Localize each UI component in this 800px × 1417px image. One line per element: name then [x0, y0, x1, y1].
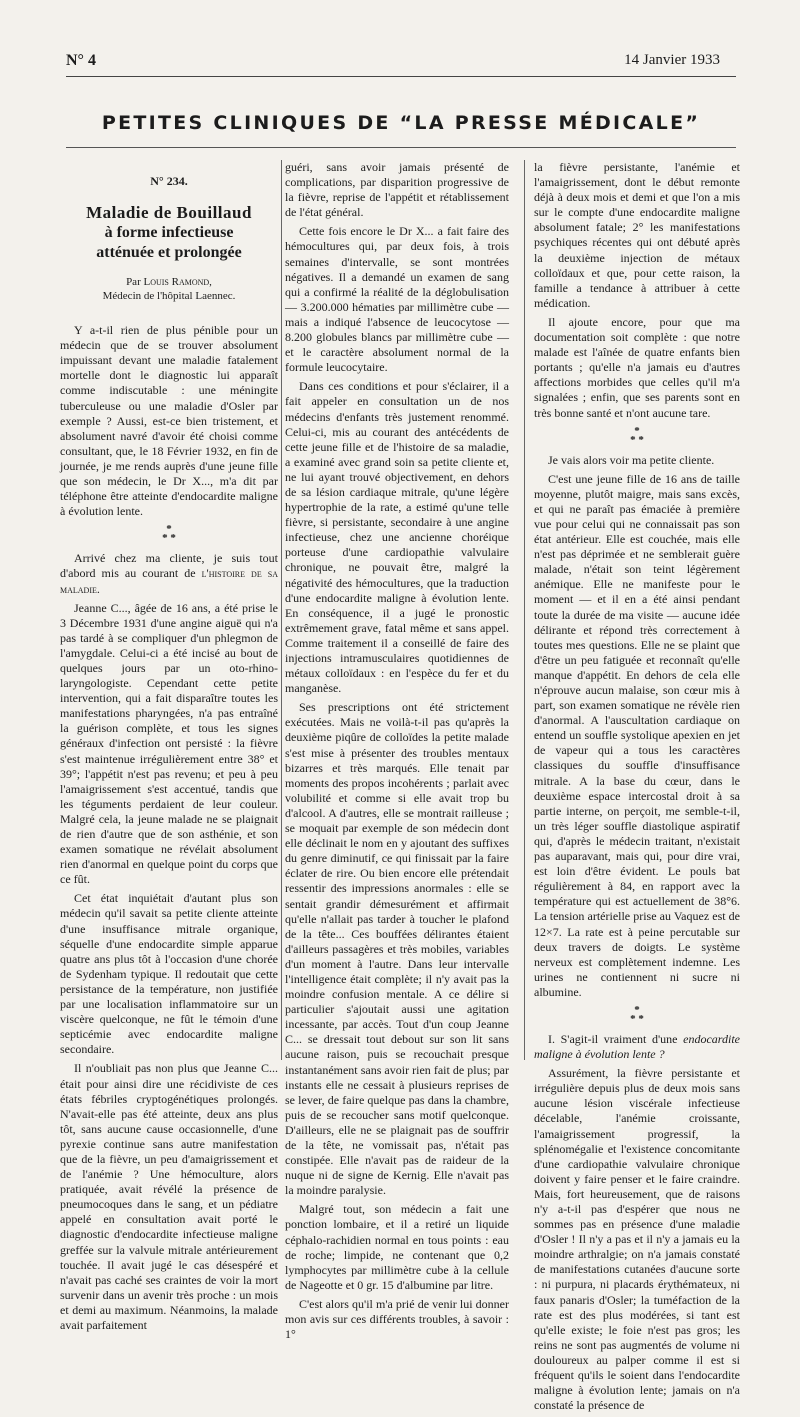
author-name: Louis Ramond,: [143, 276, 212, 289]
paragraph: Y a-t-il rien de plus pénible pour un médecin que de se trouver absolument impuissant devant une maladie fatalement mortelle dont le diagnostic lui apparaît comme indiscutable : une méningite tuberculeuse ou une maladie d'Osler par exemple ? Aussi, est-ce bien tristement, et absolument navré d'avoir été choisi comme consultant, que, le 18 Février 1932, en fin de journée, je me rends auprès d'une jeune fille que son médecin, le Dr X..., m'a dit par téléphone être atteinte d'endocardite maligne à évolution lente.: [60, 323, 278, 519]
paragraph: I. S'agit-il vraiment d'une endocardite maligne à évolution lente ?: [534, 1031, 740, 1062]
paragraph: Il ajoute encore, pour que ma documentation soit complète : que notre malade est l'aînée de quatre enfants bien portants ; qu'elle n'a jamais eu d'autres affections morbides que celles qu'il m'a signalées ; enfin, que ses parents sont en très bonne santé et n'ont aucune tare.: [534, 314, 740, 420]
paragraph: guéri, sans avoir jamais présenté de complications, par disparition progressive de la fièvre, reprise de l'appétit et rétablissement de l'état général.: [285, 160, 509, 220]
paragraph: Malgré tout, son médecin a fait une ponction lombaire, et il a retiré un liquide céphalo-rachidien normal en tous points : eau de roche; limpide, ne contenant que 0,2 lymphocytes par millimètre cube à la cellule de Nageotte et 0 gr. 15 d'albumine par litre.: [285, 1202, 509, 1292]
author-role: Médecin de l'hôpital Laennec.: [102, 290, 236, 303]
paragraph: Ses prescriptions ont été strictement exécutées. Mais ne voilà-t-il pas qu'après la deuxième piqûre de colloïdes la petite malade s'est mise à présenter des troubles mentaux bizarres et très marqués. Elle tenait par moments des propos incohérents ; parlait avec volubilité et comme si elle avait trop bu d'alcool. A d'autres, elle se montrait railleuse ; se moquait par exemple de son médecin dont elle déclinait le nom en y ajoutant des suffixes du genre diminutif, ce qui finissait par la faire éclater de rire. Ou bien encore elle prétendait ressentir des impressions anormales : elle se sentait grandir démesurément et affirmait qu'elle n'allait pas tarder à toucher le plafond de la tête... Ces bouffées délirantes étaient d'ailleurs passagères et très mobiles, variables d'un moment à l'autre. Dans leur intervalle l'intelligence était complète; il n'y avait pas la moindre confusion mentale. A ce délire si particulier s'ajoutait aussi une agitation incessante, par accès. Tout d'un coup Jeanne C... se dressait tout debout sur son lit sans aucune raison, puis se recouchait presque instantanément sans avoir rien fait de plus; par instants elle ne cessait à plusieurs reprises de se lever, de faire quelque pas dans la chambre, puis de se recoucher sans motif quelconque. D'ailleurs, elle ne se plaignait pas de souffrir de la tête, ne vomissait pas, n'était pas constipée. Elle n'avait pas de raideur de la nuque ni de signe de Kernig. Elle n'avait pas la moindre paralysie.: [285, 700, 509, 1198]
header-rule: [66, 76, 736, 77]
article-title-line: atténuée et prolongée: [96, 244, 242, 262]
section-separator: * * *: [630, 424, 644, 446]
column-1: [60, 160, 278, 1337]
paragraph: Dans ces conditions et pour s'éclairer, il a fait appeler en consultation un de nos médecins d'enfants très justement renommé. Celui-ci, mis au courant des antécédents de cette jeune fille et de l'histoire de sa maladie, a examiné avec grand soin sa petite cliente et, ne lui ayant trouvé objectivement, en dehors de sa lésion cardiaque mitrale, qu'une légère hypertrophie de la rate, a estimé qu'une telle fièvre, si persistante, secondaire à une angine infectieuse, chez une ancienne choréique porteuse d'une cardiopathie valvulaire chronique, ne pouvait être, malgré la négativité des hémocultures, que la traduction d'une endocardite maligne à évolution lente. En conséquence, il a jugé le pronostic extrêmement grave, fatal même et sans appel. Comme traitement il a conseillé de faire des injections intramusculaires quotidiennes de métaux colloïdaux : en l'espèce du fer et du manganèse.: [285, 379, 509, 696]
paragraph: C'est alors qu'il m'a prié de venir lui donner mon avis sur ces différents troubles, à savoir : 1°: [285, 1296, 509, 1342]
article-author: [60, 275, 278, 303]
article-title-line: Maladie de Bouillaud: [86, 203, 252, 223]
paragraph: Assurément, la fièvre persistante et irrégulière depuis plus de deux mois sans aucune lésion viscérale infectieuse décelable, l'anémie croissante, l'amaigrissement progressif, la splénomégalie et l'existence concomitante d'une cardiopathie valvulaire chronique doivent y faire penser et le faire craindre. Mais, fort heureusement, que de raisons n'y a-t-il pas d'espérer que nous ne sommes pas en présence d'une maladie d'Osler ! Il n'y a pas et il n'y a jamais eu la moindre arthralgie; on n'a jamais constaté de manifestations cutanées d'aucune sorte : ni purpura, ni placards érythémateux, ni faux panaris d'Osler; la tuméfaction de la rate est des plus modérées, si tant est qu'elle existe; le foie n'est pas gros; les reins ne sont pas augmentés de volume ni douloureux au palper comme il est si fréquent qu'ils le soient dans l'endocardite maligne à évolution lente; jamais on n'a constaté la présence de: [534, 1066, 740, 1413]
paragraph: Arrivé chez ma cliente, je suis tout d'abord mis au courant de l'histoire de sa maladie.: [60, 551, 278, 596]
paragraph: la fièvre persistante, l'anémie et l'amaigrissement, dont le début remonte déjà à deux mois et demi et que l'on a mis sur le compte d'une endocardite maligne absolument fatale; 2° les manifestations psychiques récentes qui ont débuté après la deuxième injection de métaux colloïdaux et que, pour cette raison, la famille a tendance à attribuer à cette médication.: [534, 160, 740, 310]
paragraph: Je vais alors voir ma petite cliente.: [548, 452, 715, 467]
issue-date: 14 Janvier 1933: [624, 52, 720, 68]
article-title-line: à forme infectieuse: [104, 224, 234, 242]
paragraph: C'est une jeune fille de 16 ans de taille moyenne, plutôt maigre, mais sans excès, et qui ne paraît pas émaciée à première vue pour celui qui ne connaissait pas son état antérieur. Elle est couchée, mais elle n'est pas déprimée et ne semblerait guère malade, n'était son teint légèrement anémique. Elle ne manifeste pour le moment — et il en a été ainsi pendant toute la durée de ma visite — aucune idée délirante et répond très correctement à toutes mes questions. Elle ne se plaint que d'être un peu fatiguée et reconnaît qu'elle manque d'appétit. En dehors de cela elle n'éprouve aucun malaise, son cœur mis à part, son examen somatique ne révèle rien d'anormal. A l'auscultation cardiaque on entend un souffle systolique apexien en jet de vapeur qui a tous les caractères classiques du souffle d'insuffisance mitrale. A la base du cœur, dans le deuxième espace intercostal droit à sa partie interne, on perçoit, me semble-t-il, un très léger souffle diastolique aspiratif qui, d'après le médecin traitant, n'existait pas auparavant, mais qui, pour dire vrai, est loin d'être évident. Le pouls bat régulièrement à 84, en rapport avec la température qui est actuellement de 38°6. La tension artérielle prise au Vaquez est de 12×7. La rate est à peine percutable sur deux travers de doigts. Le système nerveux est complètement indemne. Les urines ne contiennent ni sucre ni albumine.: [534, 471, 740, 999]
section-separator: * * *: [630, 1003, 644, 1025]
column-3: [534, 160, 740, 1417]
paragraph: Cet état inquiétait d'autant plus son médecin qu'il savait sa petite cliente atteinte d'une insuffisance mitrale organique, séquelle d'une endocardite simple apparue quatre ans plus tôt à l'occasion d'une chorée de Sydenham typique. Il redoutait que cette persistance de la température, non justifiée par une localisation inflammatoire sur un viscère quelconque, ne fût le témoin d'une septicémie avec endocardite maligne secondaire.: [60, 891, 278, 1057]
section-rule: [66, 147, 736, 148]
paragraph: Cette fois encore le Dr X... a fait faire des hémocultures qui, par deux fois, à trois semaines d'intervalle, se sont montrées négatives. Il a demandé un examen de sang qui a confirmé la réalité de la déglobulisation — 3.200.000 hématies par millimètre cube — mais a indiqué l'absence de leucocytose — 8.200 globules blancs par millimètre cube — et le caractère absolument normal de la formule leucocytaire.: [285, 224, 509, 375]
section-title: PETITES CLINIQUES DE “LA PRESSE MÉDICALE”: [101, 112, 701, 134]
section-separator: * * *: [162, 523, 176, 545]
column-2: [285, 160, 509, 1346]
article-title: [60, 203, 278, 263]
issue-number: N° 4: [66, 52, 96, 69]
paragraph: Il n'oubliait pas non plus que Jeanne C... était pour ainsi dire une récidiviste de ces états fébriles cryptogénétiques prolongés. N'avait-elle pas été atteinte, deux ans plus tôt, sans aucune cause occasionnelle, d'une pyrexie continue sans autre manifestation que de la fièvre, un peu d'amaigrissement et de l'anémie ? Une hémoculture, alors pratiquée, avait révélé la présence de pneumocoques dans le sang, et un pédiatre appelé en consultation avait porté le diagnostic d'endocardite infectieuse maligne greffée sur la valvule mitrale antérieurement touchée. Il avait jugé le cas désespéré et n'avait pas caché ses craintes de voir la mort survenir dans un avenir très proche : un mois et demi au maximum. Néanmoins, la malade avait parfaitement: [60, 1061, 278, 1332]
paragraph: Jeanne C..., âgée de 16 ans, a été prise le 3 Décembre 1931 d'une angine aiguë qui n'a pas tardé à se compliquer d'un phlegmon de l'amygdale. Celui-ci a été incisé au bout de quelques jours par un oto-rhino-laryngologiste. Cependant cette petite intervention, qui a fait disparaître toutes les manifestations pharyngées, n'a pas entraîné la guérison complète, et tous les signes généraux d'infection ont persisté : la fièvre s'est maintenue irrégulièrement entre 38° et 39°; l'appétit n'est pas revenu; et peu à peu l'amaigrissement s'est accentué, tandis que les téguments perdaient de leur couleur. Malgré cela, la jeune malade ne se plaignait de rien d'autre que de son asthénie, et son examen somatique ne révélait absolument rien d'anormal en quelque point du corps que ce fût.: [60, 600, 278, 887]
column-divider: [524, 160, 525, 1060]
author-prefix: Par: [126, 276, 141, 289]
column-divider: [281, 160, 282, 1060]
article-number: N° 234.: [150, 174, 188, 188]
